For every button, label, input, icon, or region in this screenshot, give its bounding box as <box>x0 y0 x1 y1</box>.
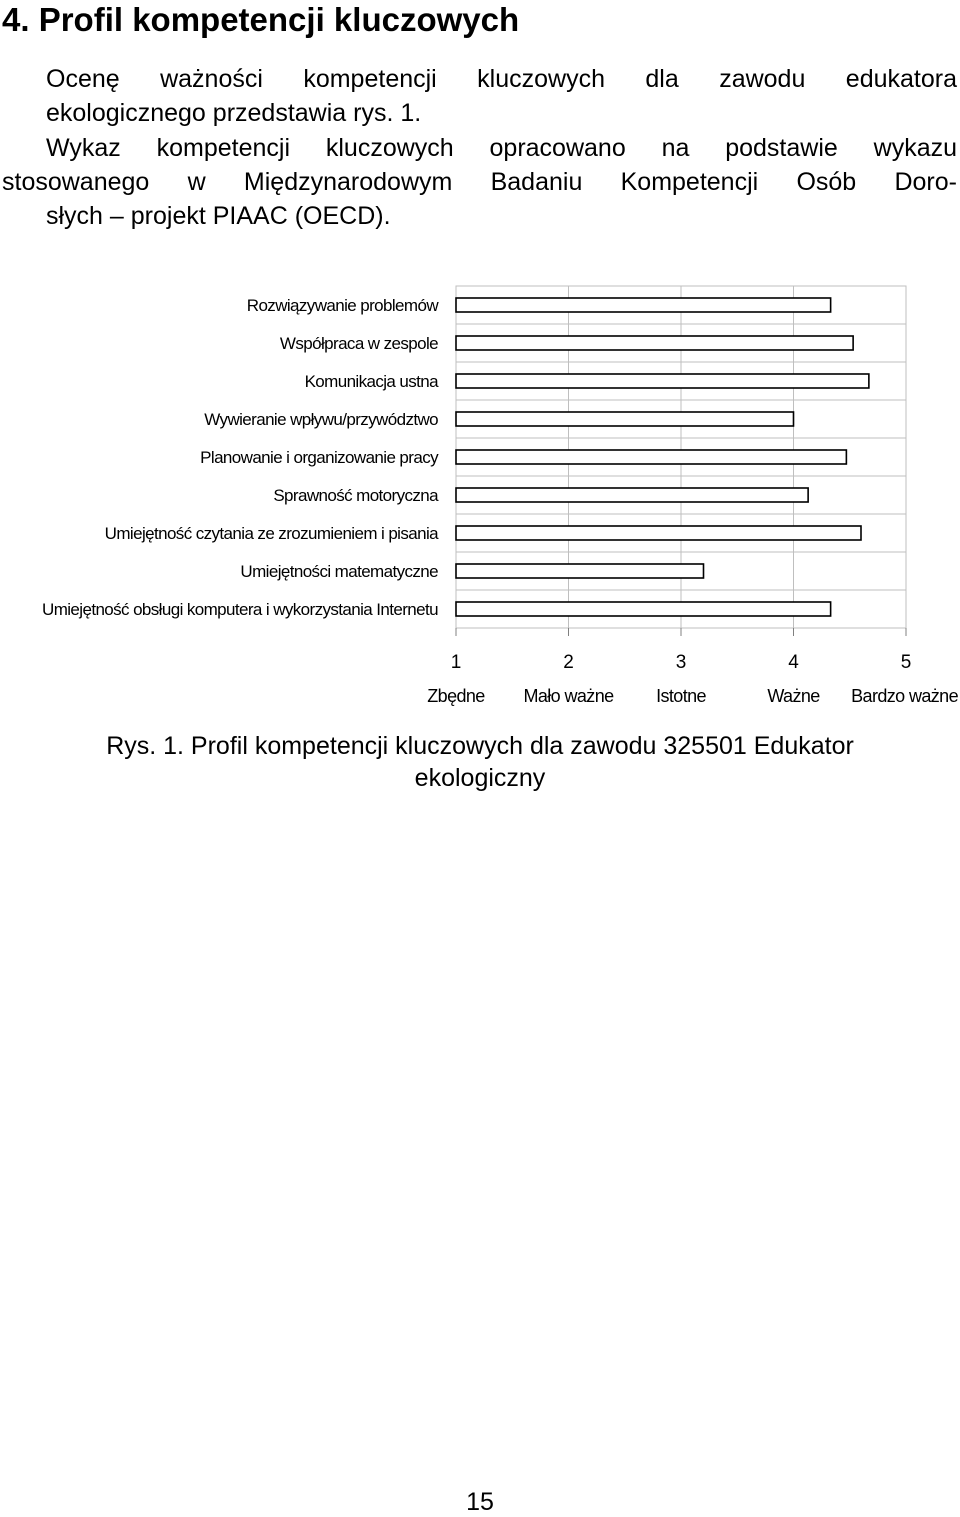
competency-bar-chart <box>0 280 960 720</box>
category-label: Współpraca w zespole <box>279 334 438 353</box>
category-label: Planowanie i organizowanie pracy <box>200 448 438 467</box>
source-paragraph-line3: słych – projekt PIAAC (OECD). <box>46 202 391 230</box>
page-number: 15 <box>466 1488 494 1516</box>
category-label: Rozwiązywanie problemów <box>246 296 438 315</box>
x-tick-label: 3 <box>675 652 687 673</box>
category-label: Sprawność motoryczna <box>273 486 438 505</box>
category-label: Umiejętność obsługi komputera i wykorzystania Internetu <box>42 600 438 619</box>
figure-caption-line2: ekologiczny <box>414 764 546 792</box>
x-tick-description: Ważne <box>767 686 820 706</box>
bar <box>456 336 853 350</box>
x-tick-description: Istotne <box>656 686 706 706</box>
bar <box>456 450 846 464</box>
bar <box>456 488 808 502</box>
source-paragraph-line1: Wykaz kompetencji kluczowych opracowano na podstawie wykazu <box>46 134 957 162</box>
bar <box>456 526 861 540</box>
figure-caption <box>0 730 960 794</box>
category-label: Umiejętności matematyczne <box>240 562 438 581</box>
category-label: Wywieranie wpływu/przywództwo <box>204 410 438 429</box>
category-label: Komunikacja ustna <box>304 372 438 391</box>
x-tick-label: 1 <box>450 652 462 673</box>
bar <box>456 298 831 312</box>
x-tick-label: 5 <box>900 652 912 673</box>
intro-paragraph <box>2 62 957 130</box>
bar <box>456 564 704 578</box>
x-tick-description: Bardzo ważne <box>851 686 958 706</box>
x-tick-description: Zbędne <box>427 686 485 706</box>
bar <box>456 412 794 426</box>
bar <box>456 374 869 388</box>
x-tick-description: Mało ważne <box>523 686 614 706</box>
source-paragraph-line2: stosowanego w Międzynarodowym Badaniu Kompetencji Osób Doro- <box>2 168 957 196</box>
section-heading: 4. Profil kompetencji kluczowych <box>2 1 520 38</box>
x-tick-label: 2 <box>563 652 574 673</box>
x-tick-label: 4 <box>788 652 799 673</box>
figure-caption-line1: Rys. 1. Profil kompetencji kluczowych dla zawodu 325501 Edukator <box>106 732 854 760</box>
competency-chart <box>0 280 960 720</box>
intro-paragraph-line1: Ocenę ważności kompetencji kluczowych dla zawodu edukatora <box>46 65 957 93</box>
intro-paragraph-line2: ekologicznego przedstawia rys. 1. <box>46 99 422 127</box>
category-label: Umiejętność czytania ze zrozumieniem i pisania <box>104 524 438 543</box>
bar <box>456 602 831 616</box>
source-paragraph <box>2 131 957 233</box>
